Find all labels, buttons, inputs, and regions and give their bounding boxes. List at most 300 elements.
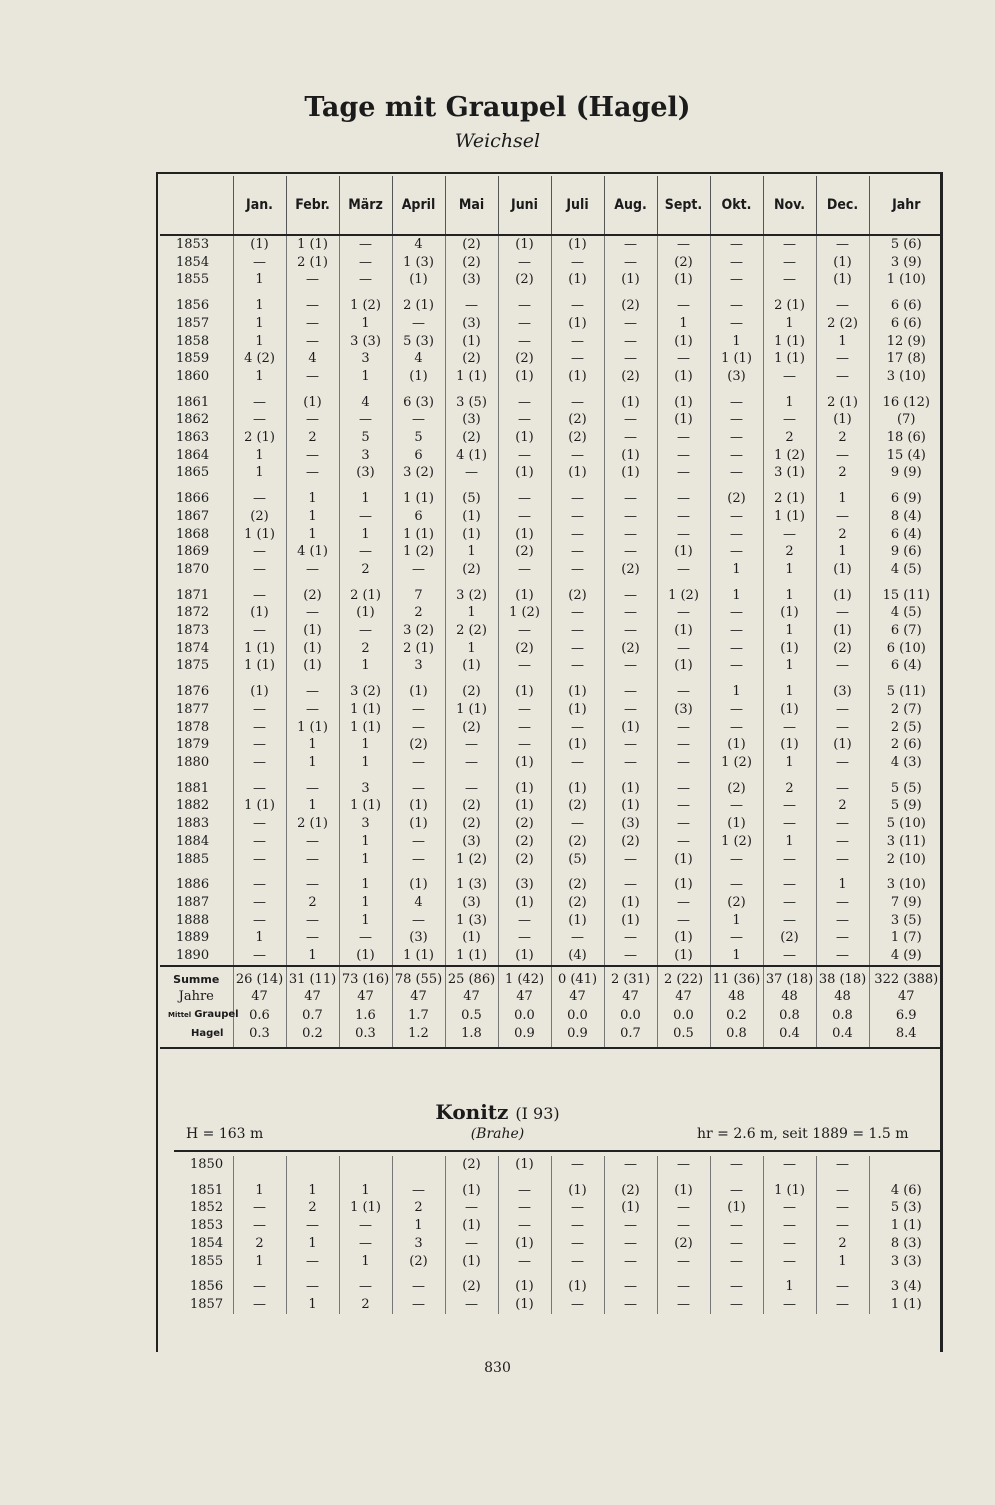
month-cell: (1) — [551, 315, 604, 333]
month-cell: 1 — [710, 587, 763, 605]
month-cell: 1 (1) — [339, 1199, 392, 1217]
table-row — [160, 543, 943, 561]
table-row — [174, 1182, 943, 1200]
month-cell: — — [710, 1182, 763, 1200]
month-cell: (1) — [498, 894, 551, 912]
month-cell: 1 — [763, 622, 816, 640]
jahre-label: Jahre — [160, 988, 233, 1006]
month-cell: — — [233, 587, 286, 605]
month-cell: (1) — [816, 622, 869, 640]
annual-total-cell: 2 (7) — [890, 701, 922, 717]
annual-total-cell: 16 (12) — [882, 394, 930, 410]
month-cell: (1) — [604, 447, 657, 465]
annual-total-cell: 15 (11) — [882, 587, 930, 603]
month-cell: (1) — [657, 876, 710, 894]
month-cell: — — [604, 587, 657, 605]
summe-cell: 25 (86) — [445, 966, 498, 989]
month-cell: (2) — [551, 894, 604, 912]
month-cell: (1) — [551, 780, 604, 798]
month-cell: — — [710, 1156, 763, 1174]
month-cell: — — [763, 526, 816, 544]
month-cell: — — [339, 1217, 392, 1235]
month-cell: (1) — [551, 701, 604, 719]
year-cell: 1859 — [160, 350, 233, 368]
month-cell: — — [816, 1199, 869, 1217]
month-cell: (3) — [445, 833, 498, 851]
month-cell: — — [551, 254, 604, 272]
month-cell: — — [657, 1156, 710, 1174]
summe-cell: 31 (11) — [286, 966, 339, 989]
month-cell: (1) — [551, 683, 604, 701]
table-row — [160, 394, 943, 412]
month-cell: — — [392, 315, 445, 333]
table-row — [160, 604, 943, 622]
month-cell: — — [657, 526, 710, 544]
month-cell: — — [233, 543, 286, 561]
month-cell: — — [498, 561, 551, 579]
year-cell: 1886 — [160, 876, 233, 894]
month-cell: — — [233, 912, 286, 930]
header-cell: Juni — [498, 176, 551, 235]
annual-total-cell: 1 (10) — [886, 272, 926, 288]
month-cell: 1 (1) — [445, 947, 498, 966]
month-cell: (1) — [498, 754, 551, 772]
month-cell: — — [233, 394, 286, 412]
month-cell: — — [551, 1296, 604, 1314]
month-cell: (2) — [498, 851, 551, 869]
month-cell: — — [763, 1253, 816, 1271]
summe-cell: 0 (41) — [551, 966, 604, 989]
month-cell: (1) — [445, 657, 498, 675]
month-cell: (1) — [498, 587, 551, 605]
month-cell: (1) — [498, 1235, 551, 1253]
month-cell: (1) — [498, 235, 551, 254]
month-cell: 1 (1) — [392, 947, 445, 966]
table-row — [174, 1156, 943, 1174]
month-cell: 1 — [445, 640, 498, 658]
month-cell: — — [286, 368, 339, 386]
table-row — [160, 894, 943, 912]
table-row — [160, 271, 943, 289]
month-cell: 4 — [392, 894, 445, 912]
month-cell: — — [392, 912, 445, 930]
year-cell: 1851 — [174, 1182, 233, 1200]
month-cell: — — [286, 1253, 339, 1271]
month-cell: (2) — [551, 587, 604, 605]
mittel-hagel-cell: 0.5 — [657, 1025, 710, 1043]
month-cell: — — [710, 394, 763, 412]
month-cell: (1) — [445, 929, 498, 947]
month-cell: 1 — [816, 490, 869, 508]
month-cell: 2 — [392, 604, 445, 622]
month-cell: (1) — [710, 736, 763, 754]
month-cell: — — [710, 1217, 763, 1235]
month-cell: — — [710, 315, 763, 333]
month-cell: — — [657, 912, 710, 930]
month-cell: — — [763, 1217, 816, 1235]
month-cell: (1) — [498, 780, 551, 798]
month-cell: — — [392, 1182, 445, 1200]
month-cell: 2 (1) — [339, 587, 392, 605]
month-cell: (1) — [445, 526, 498, 544]
table-row — [160, 780, 943, 798]
month-cell: — — [551, 754, 604, 772]
month-cell: — — [498, 622, 551, 640]
month-cell: — — [816, 368, 869, 386]
year-cell: 1867 — [160, 508, 233, 526]
annual-total-cell: 1 (1) — [890, 1296, 922, 1312]
month-cell: (1) — [710, 1199, 763, 1217]
month-cell: 1 — [233, 333, 286, 351]
mittel-graupel-row — [160, 1006, 943, 1025]
month-cell: — — [286, 297, 339, 315]
month-cell: 1 — [339, 490, 392, 508]
month-cell: (2) — [498, 543, 551, 561]
month-cell: — — [445, 1235, 498, 1253]
month-cell: 1 — [763, 561, 816, 579]
month-cell: — — [604, 683, 657, 701]
year-cell: 1868 — [160, 526, 233, 544]
month-cell: 1 — [339, 657, 392, 675]
month-cell: (1) — [233, 683, 286, 701]
month-cell: (1) — [286, 622, 339, 640]
month-cell: 1 — [233, 315, 286, 333]
month-cell: (1) — [604, 394, 657, 412]
annual-total-cell: 2 (5) — [890, 719, 922, 735]
month-cell: 4 — [392, 350, 445, 368]
page-number: 830 — [484, 1360, 511, 1376]
month-cell: (2) — [445, 815, 498, 833]
table-row — [160, 657, 943, 675]
month-cell: — — [763, 912, 816, 930]
month-cell: (2) — [551, 429, 604, 447]
month-cell: — — [710, 1278, 763, 1296]
month-cell: — — [710, 464, 763, 482]
annual-total-cell: 4 (6) — [890, 1182, 922, 1198]
month-cell: 2 — [816, 1235, 869, 1253]
month-cell: 1 — [339, 526, 392, 544]
annual-total-cell: 12 (9) — [886, 333, 926, 349]
month-cell: (1) — [498, 1296, 551, 1314]
month-cell: 1 (1) — [710, 350, 763, 368]
month-cell: — — [604, 1278, 657, 1296]
month-cell: 1 (1) — [445, 701, 498, 719]
month-cell: 1 — [339, 754, 392, 772]
month-cell: 1 — [763, 657, 816, 675]
month-cell: 1 — [339, 315, 392, 333]
month-cell: 2 — [392, 1199, 445, 1217]
month-cell: — — [657, 1296, 710, 1314]
month-cell: 1 — [816, 1253, 869, 1271]
month-cell: — — [392, 780, 445, 798]
summe-cell: 38 (18) — [816, 966, 869, 989]
konitz-table — [174, 1156, 943, 1314]
month-cell: 4 — [286, 350, 339, 368]
mittel-hagel-cell: 0.4 — [816, 1025, 869, 1043]
year-cell: 1855 — [160, 271, 233, 289]
month-cell: (1) — [604, 719, 657, 737]
month-cell: (3) — [339, 464, 392, 482]
month-cell: 3 — [339, 780, 392, 798]
table-row — [160, 754, 943, 772]
month-cell: (1) — [816, 254, 869, 272]
year-cell: 1862 — [160, 411, 233, 429]
month-cell: 1 (1) — [339, 719, 392, 737]
annual-total-cell: 9 (6) — [890, 544, 922, 560]
month-cell: (1) — [604, 797, 657, 815]
month-cell: (1) — [498, 429, 551, 447]
month-cell: (2) — [445, 350, 498, 368]
month-cell: — — [233, 254, 286, 272]
header-cell: Febr. — [286, 176, 339, 235]
table-bottom-rule — [160, 1043, 943, 1048]
header-cell: Mai — [445, 176, 498, 235]
group-gap — [174, 1270, 943, 1278]
month-cell: (1) — [551, 271, 604, 289]
month-cell: — — [604, 235, 657, 254]
month-cell: — — [763, 1235, 816, 1253]
header-cell: Sept. — [657, 176, 710, 235]
summe-cell: 26 (14) — [233, 966, 286, 989]
month-cell: — — [233, 622, 286, 640]
year-cell: 1863 — [160, 429, 233, 447]
month-cell: — — [763, 876, 816, 894]
annual-total-cell: 3 (4) — [890, 1279, 922, 1295]
header-cell: Aug. — [604, 176, 657, 235]
month-cell: — — [233, 490, 286, 508]
month-cell: (2) — [710, 894, 763, 912]
table-row — [160, 411, 943, 429]
month-cell: 1 — [816, 543, 869, 561]
month-cell: — — [604, 543, 657, 561]
month-cell: (2) — [392, 1253, 445, 1271]
month-cell: (1) — [551, 464, 604, 482]
month-cell: — — [286, 912, 339, 930]
month-cell: 4 (2) — [233, 350, 286, 368]
month-cell: — — [286, 464, 339, 482]
month-cell: 1 — [445, 604, 498, 622]
annual-total-cell: 2 (6) — [890, 737, 922, 753]
month-cell: — — [286, 561, 339, 579]
jahre-row — [160, 988, 943, 1006]
month-cell: 1 — [339, 736, 392, 754]
table-row — [174, 1235, 943, 1253]
month-cell: (1) — [657, 851, 710, 869]
month-cell: 1 (1) — [339, 797, 392, 815]
month-cell: (5) — [445, 490, 498, 508]
mittel-graupel-cell: 0.0 — [657, 1006, 710, 1025]
annual-total-cell: 1 (7) — [890, 930, 922, 946]
month-cell: — — [763, 719, 816, 737]
month-cell: 1 — [763, 754, 816, 772]
table-row — [174, 1217, 943, 1235]
month-cell: — — [816, 1296, 869, 1314]
month-cell: 2 — [286, 429, 339, 447]
month-cell: — — [339, 929, 392, 947]
month-cell: — — [551, 604, 604, 622]
year-cell: 1855 — [174, 1253, 233, 1271]
month-cell: (1) — [498, 947, 551, 966]
month-cell: — — [710, 429, 763, 447]
month-cell: 1 (2) — [445, 851, 498, 869]
annual-total-cell: 17 (8) — [886, 351, 926, 367]
jahre-cell: 48 — [763, 988, 816, 1006]
month-cell: — — [233, 876, 286, 894]
month-cell: (1) — [816, 587, 869, 605]
table-row — [160, 561, 943, 579]
header-cell: Nov. — [763, 176, 816, 235]
month-cell: — — [392, 701, 445, 719]
month-cell: — — [763, 815, 816, 833]
mittel-hagel-cell: 0.3 — [339, 1025, 392, 1043]
month-cell: — — [710, 640, 763, 658]
month-cell: — — [763, 851, 816, 869]
month-cell: — — [233, 411, 286, 429]
month-cell: 3 (3) — [339, 333, 392, 351]
month-cell: — — [604, 657, 657, 675]
month-cell: 1 (1) — [763, 508, 816, 526]
month-cell: (1) — [498, 683, 551, 701]
month-cell: (2) — [498, 833, 551, 851]
month-cell: 1 (1) — [233, 640, 286, 658]
month-cell: — — [445, 1199, 498, 1217]
month-cell: — — [763, 235, 816, 254]
month-cell: 3 — [392, 1235, 445, 1253]
month-cell: (2) — [445, 1156, 498, 1174]
month-cell: — — [816, 929, 869, 947]
month-cell: — — [657, 490, 710, 508]
month-cell: — — [657, 1253, 710, 1271]
mittel-hagel-cell: 0.9 — [498, 1025, 551, 1043]
month-cell: 1 — [233, 368, 286, 386]
jahre-cell: 48 — [710, 988, 763, 1006]
month-cell: — — [551, 297, 604, 315]
month-cell: — — [286, 701, 339, 719]
month-cell: 1 — [339, 368, 392, 386]
month-cell: — — [551, 719, 604, 737]
month-cell: — — [763, 254, 816, 272]
month-cell: 2 (2) — [816, 315, 869, 333]
month-cell: 2 — [816, 797, 869, 815]
month-cell: 4 (1) — [445, 447, 498, 465]
month-cell: — — [286, 683, 339, 701]
annual-total-cell: 3 (10) — [886, 877, 926, 893]
month-cell: — — [657, 464, 710, 482]
month-cell: — — [657, 833, 710, 851]
month-cell: 1 — [233, 464, 286, 482]
month-cell: 3 (1) — [763, 464, 816, 482]
month-cell: — — [392, 719, 445, 737]
month-cell: 2 (1) — [763, 490, 816, 508]
month-cell: 2 (2) — [445, 622, 498, 640]
table-row — [160, 622, 943, 640]
month-cell: 2 (1) — [286, 254, 339, 272]
month-cell: — — [551, 929, 604, 947]
month-cell: (3) — [816, 683, 869, 701]
year-cell: 1871 — [160, 587, 233, 605]
month-cell: (2) — [604, 368, 657, 386]
month-cell: 1 — [339, 912, 392, 930]
month-cell: (1) — [392, 271, 445, 289]
mittel-graupel-label — [160, 1006, 239, 1025]
month-cell: (1) — [604, 912, 657, 930]
table-row — [160, 683, 943, 701]
mittel-graupel-cell: 0.7 — [286, 1006, 339, 1025]
month-cell: — — [339, 543, 392, 561]
month-cell: (2) — [498, 271, 551, 289]
month-cell: — — [710, 543, 763, 561]
month-cell: (1) — [551, 912, 604, 930]
group-gap — [160, 675, 943, 683]
month-cell: 1 (3) — [445, 876, 498, 894]
table-row — [174, 1199, 943, 1217]
month-cell: — — [498, 736, 551, 754]
month-cell: (2) — [445, 719, 498, 737]
month-cell: (2) — [445, 561, 498, 579]
month-cell: — — [604, 490, 657, 508]
month-cell: — — [763, 368, 816, 386]
month-cell: — — [498, 508, 551, 526]
month-cell: — — [604, 929, 657, 947]
month-cell: (1) — [604, 464, 657, 482]
month-cell: — — [233, 851, 286, 869]
year-cell: 1850 — [174, 1156, 233, 1174]
month-cell: 3 — [392, 657, 445, 675]
annual-total-cell — [869, 1156, 943, 1174]
month-cell: — — [339, 411, 392, 429]
month-cell: — — [710, 851, 763, 869]
month-cell: 1 (1) — [233, 526, 286, 544]
page-title: Tage mit Graupel (Hagel) — [304, 92, 691, 123]
month-cell: (3) — [710, 368, 763, 386]
month-cell: — — [551, 1253, 604, 1271]
year-cell: 1885 — [160, 851, 233, 869]
month-cell: 1 — [816, 876, 869, 894]
month-cell: (1) — [445, 1253, 498, 1271]
month-cell: — — [657, 508, 710, 526]
month-cell: 2 (1) — [763, 297, 816, 315]
jahre-cell: 47 — [498, 988, 551, 1006]
month-cell: — — [657, 815, 710, 833]
month-cell: 4 — [339, 394, 392, 412]
summe-row — [160, 966, 943, 989]
month-cell: (2) — [657, 254, 710, 272]
month-cell: — — [498, 657, 551, 675]
month-cell: (1) — [286, 657, 339, 675]
month-cell: (1) — [339, 604, 392, 622]
table-row — [160, 508, 943, 526]
month-cell: — — [710, 508, 763, 526]
table-row — [160, 815, 943, 833]
month-cell: — — [392, 833, 445, 851]
year-cell: 1872 — [160, 604, 233, 622]
year-cell: 1856 — [160, 297, 233, 315]
mittel-graupel-cell: 0.6 — [233, 1006, 286, 1025]
annual-total-cell: 8 (4) — [890, 508, 922, 524]
annual-total-cell: 3 (3) — [890, 1253, 922, 1269]
month-cell: — — [816, 1278, 869, 1296]
month-cell: — — [604, 754, 657, 772]
month-cell: — — [604, 526, 657, 544]
year-cell: 1879 — [160, 736, 233, 754]
month-cell: — — [710, 876, 763, 894]
month-cell: 4 (1) — [286, 543, 339, 561]
month-cell: (1) — [657, 333, 710, 351]
month-cell: — — [551, 447, 604, 465]
month-cell: — — [286, 333, 339, 351]
month-cell: — — [551, 1199, 604, 1217]
header-cell: Dec. — [816, 176, 869, 235]
